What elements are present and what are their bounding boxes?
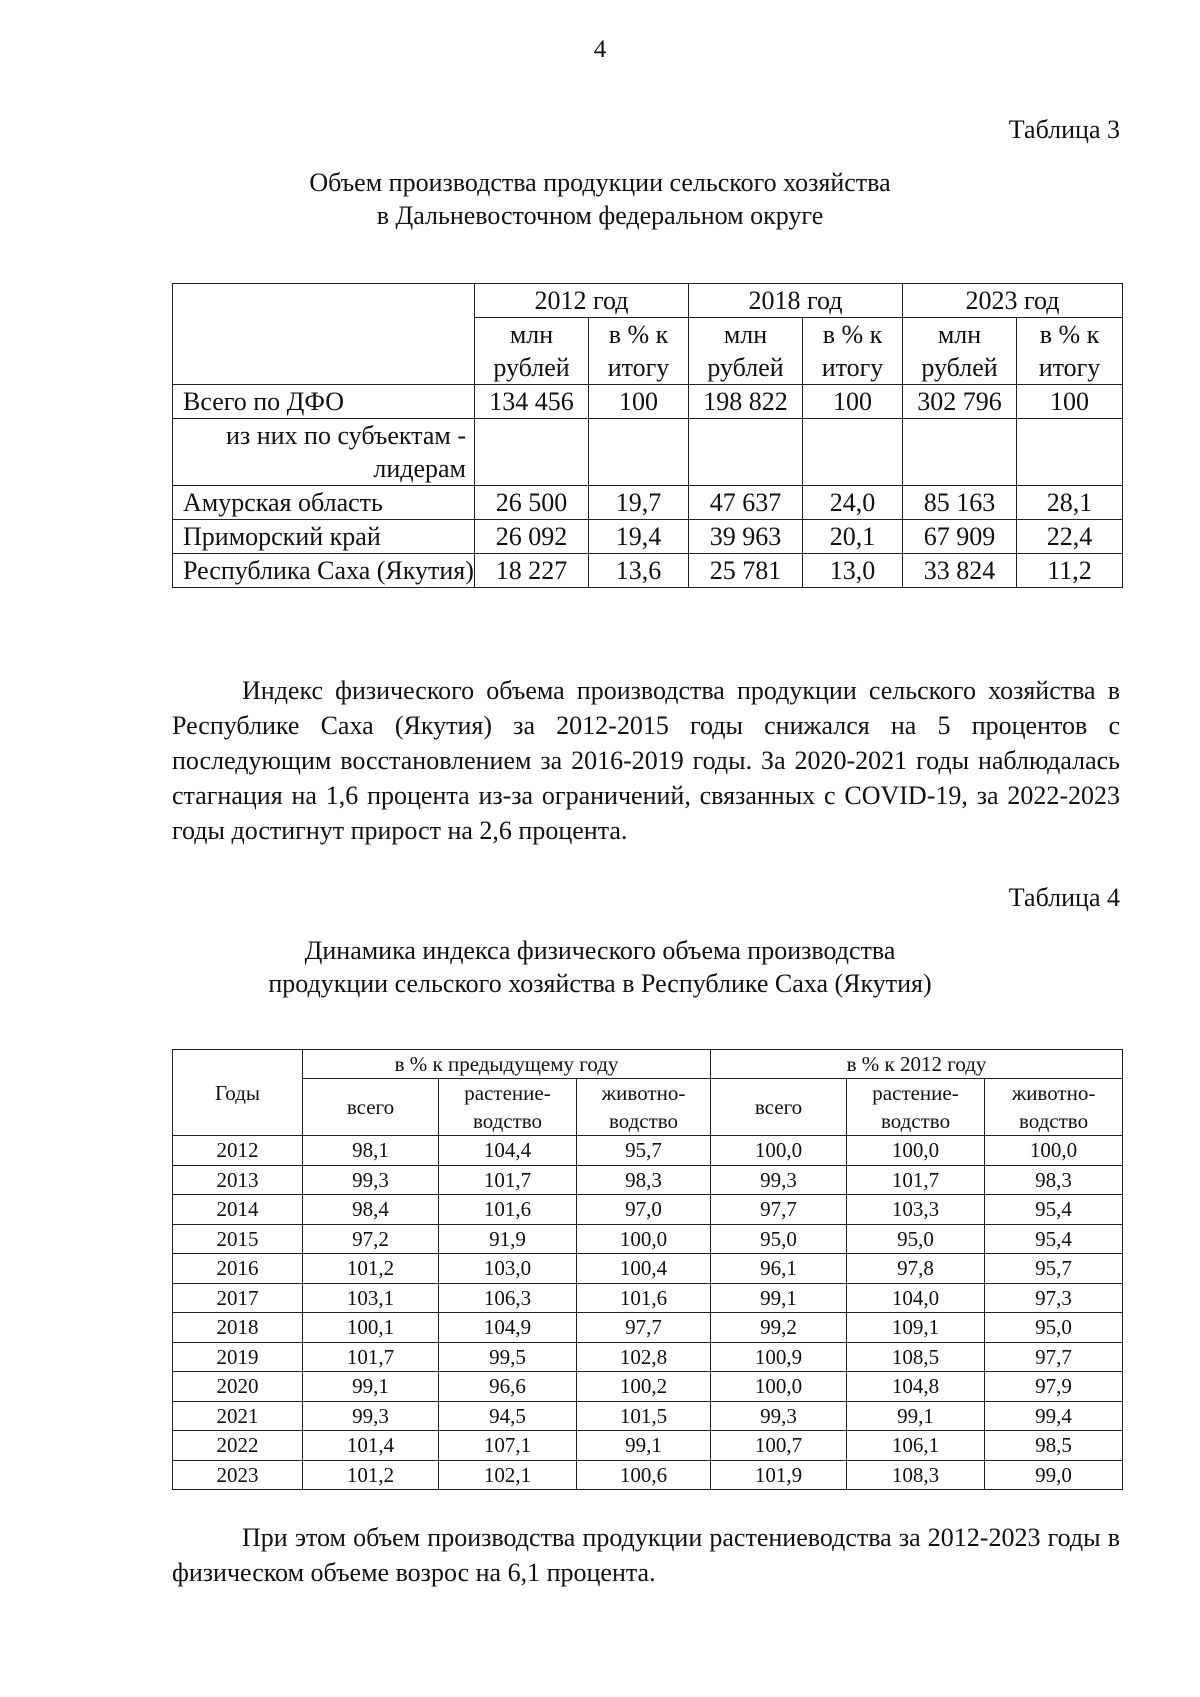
table4-cell: 99,4 (985, 1401, 1123, 1431)
paragraph-1 (172, 673, 1120, 848)
table4-row (173, 1195, 1123, 1225)
table4-cell: 108,5 (847, 1342, 985, 1372)
table3-cell: 11,2 (1017, 554, 1123, 588)
table4-cell: 97,7 (711, 1195, 847, 1225)
table3-row (173, 554, 1123, 588)
table3-row (173, 385, 1123, 419)
table3-row (173, 486, 1123, 520)
table4-cell: 97,9 (985, 1372, 1123, 1402)
table4-year-cell: 2021 (173, 1401, 303, 1431)
table3-cell: 25 781 (689, 554, 803, 588)
table4-cell: 97,8 (847, 1254, 985, 1284)
table4-cell: 97,7 (985, 1342, 1123, 1372)
table3-row-label: Приморский край (173, 520, 475, 554)
table4-cell: 99,1 (711, 1283, 847, 1313)
table3-cell: 198 822 (689, 385, 803, 419)
table4-cell: 108,3 (847, 1460, 985, 1490)
table4-cell: 96,6 (439, 1372, 577, 1402)
table3-cell: 26 092 (475, 520, 589, 554)
table4-row (173, 1372, 1123, 1402)
table3-cell: 47 637 (689, 486, 803, 520)
table3-cell (903, 419, 1017, 486)
table3-subheader-pct: в % к итогу (589, 318, 689, 385)
table4-cell: 106,3 (439, 1283, 577, 1313)
table4-row (173, 1401, 1123, 1431)
table3-row-label: Всего по ДФО (173, 385, 475, 419)
table4-year-cell: 2022 (173, 1431, 303, 1461)
table4-title-line-2: продукции сельского хозяйства в Республике Саха (Якутия) (268, 969, 932, 998)
table4-cell: 99,1 (303, 1372, 439, 1402)
table4-row (173, 1313, 1123, 1343)
table4-year-cell: 2015 (173, 1224, 303, 1254)
table4-row (173, 1431, 1123, 1461)
table3-cell (589, 419, 689, 486)
page-number: 4 (593, 36, 607, 63)
table4 (172, 1049, 1123, 1490)
table4-cell: 100,7 (711, 1431, 847, 1461)
table4-cell: 99,0 (985, 1460, 1123, 1490)
table4-year-cell: 2020 (173, 1372, 303, 1402)
table3-cell: 134 456 (475, 385, 589, 419)
table3-corner-cell (173, 284, 475, 385)
table4-row (173, 1283, 1123, 1313)
table4-row (173, 1254, 1123, 1284)
table4-cell: 95,4 (985, 1195, 1123, 1225)
table4-cell: 97,3 (985, 1283, 1123, 1313)
table3-subheader-mln: млн рублей (475, 318, 589, 385)
table4-sub-crop: растение-водство (439, 1079, 577, 1136)
table3-subheader-pct: в % к итогу (1017, 318, 1123, 385)
table4-cell: 100,9 (711, 1342, 847, 1372)
table4-row (173, 1165, 1123, 1195)
table3-caption: Таблица 3 (1008, 115, 1120, 144)
table4-cell: 100,2 (577, 1372, 711, 1402)
table3-title-line-2: в Дальневосточном федеральном округе (376, 201, 824, 230)
table3-cell (689, 419, 803, 486)
table4-cell: 102,8 (577, 1342, 711, 1372)
table4-row (173, 1224, 1123, 1254)
paragraph-2-text: При этом объем производства продукции растениеводства за 2012-2023 годы в физическом объеме возрос на 6,1 процента. (172, 1523, 1120, 1587)
table4-cell: 101,5 (577, 1401, 711, 1431)
table3 (172, 283, 1123, 588)
table4-cell: 101,7 (303, 1342, 439, 1372)
table4-cell: 99,5 (439, 1342, 577, 1372)
table3-cell: 13,6 (589, 554, 689, 588)
paragraph-2 (172, 1520, 1120, 1590)
table4-cell: 101,7 (847, 1165, 985, 1195)
table3-cell: 39 963 (689, 520, 803, 554)
table4-cell: 100,1 (303, 1313, 439, 1343)
table4-row (173, 1460, 1123, 1490)
table3-cell: 26 500 (475, 486, 589, 520)
table3-row (173, 520, 1123, 554)
table3-cell: 20,1 (803, 520, 903, 554)
table4-row (173, 1342, 1123, 1372)
table4-cell: 99,1 (577, 1431, 711, 1461)
table4-year-cell: 2012 (173, 1136, 303, 1166)
table4-cell: 101,4 (303, 1431, 439, 1461)
table3-cell (475, 419, 589, 486)
table4-cell: 104,8 (847, 1372, 985, 1402)
table4-cell: 94,5 (439, 1401, 577, 1431)
table3-row-label: Амурская область (173, 486, 475, 520)
table3-year-2012: 2012 год (475, 284, 689, 318)
table4-cell: 100,0 (711, 1136, 847, 1166)
table4-cell: 95,7 (577, 1136, 711, 1166)
table3-cell: 100 (1017, 385, 1123, 419)
table3-cell: 302 796 (903, 385, 1017, 419)
table3-cell: 13,0 (803, 554, 903, 588)
table4-cell: 100,0 (577, 1224, 711, 1254)
table4-cell: 95,7 (985, 1254, 1123, 1284)
table3-cell: 85 163 (903, 486, 1017, 520)
table4-cell: 96,1 (711, 1254, 847, 1284)
table4-cell: 98,3 (985, 1165, 1123, 1195)
table4-cell: 109,1 (847, 1313, 985, 1343)
table3-cell: 19,7 (589, 486, 689, 520)
table4-sub-animal: животно-водство (577, 1079, 711, 1136)
table4-cell: 103,1 (303, 1283, 439, 1313)
table3-cell: 19,4 (589, 520, 689, 554)
table4-cell: 101,6 (577, 1283, 711, 1313)
table4-year-cell: 2014 (173, 1195, 303, 1225)
table3-cell: 24,0 (803, 486, 903, 520)
table3-subheader-mln: млн рублей (689, 318, 803, 385)
table3-row-label: Республика Саха (Якутия) (173, 554, 475, 588)
table4-cell: 98,3 (577, 1165, 711, 1195)
table3-cell: 18 227 (475, 554, 589, 588)
table4-cell: 107,1 (439, 1431, 577, 1461)
table4-cell: 99,3 (303, 1165, 439, 1195)
table4-cell: 104,0 (847, 1283, 985, 1313)
table3-cell: 28,1 (1017, 486, 1123, 520)
table4-sub-animal: животно-водство (985, 1079, 1123, 1136)
table4-sub-total: всего (711, 1079, 847, 1136)
table3-title (0, 166, 1200, 232)
table4-cell: 101,7 (439, 1165, 577, 1195)
table4-cell: 103,3 (847, 1195, 985, 1225)
table4-sub-total: всего (303, 1079, 439, 1136)
table4-cell: 98,4 (303, 1195, 439, 1225)
table4-year-cell: 2018 (173, 1313, 303, 1343)
table4-row (173, 1136, 1123, 1166)
table4-sub-crop: растение-водство (847, 1079, 985, 1136)
table4-year-cell: 2019 (173, 1342, 303, 1372)
table4-cell: 100,0 (711, 1372, 847, 1402)
table4-cell: 101,9 (711, 1460, 847, 1490)
table4-cell: 95,0 (985, 1313, 1123, 1343)
table4-caption: Таблица 4 (1008, 883, 1120, 912)
table4-cell: 98,5 (985, 1431, 1123, 1461)
table4-group-prev-year: в % к предыдущему году (303, 1050, 711, 1079)
table3-cell: 100 (803, 385, 903, 419)
table4-cell: 99,2 (711, 1313, 847, 1343)
table4-cell: 101,2 (303, 1460, 439, 1490)
table3-cell: 22,4 (1017, 520, 1123, 554)
table3-cell: 67 909 (903, 520, 1017, 554)
table3-cell (803, 419, 903, 486)
table4-cell: 99,3 (711, 1165, 847, 1195)
table3-row (173, 419, 1123, 486)
table4-cell: 103,0 (439, 1254, 577, 1284)
table3-year-2023: 2023 год (903, 284, 1123, 318)
table4-cell: 97,7 (577, 1313, 711, 1343)
table4-cell: 95,0 (847, 1224, 985, 1254)
table4-cell: 104,9 (439, 1313, 577, 1343)
table4-group-2012: в % к 2012 году (711, 1050, 1123, 1079)
table4-cell: 100,6 (577, 1460, 711, 1490)
table4-cell: 100,4 (577, 1254, 711, 1284)
table4-title (0, 934, 1200, 1000)
table4-cell: 101,2 (303, 1254, 439, 1284)
table4-year-cell: 2016 (173, 1254, 303, 1284)
table4-header-years: Годы (173, 1050, 303, 1136)
table4-cell: 100,0 (985, 1136, 1123, 1166)
table3-cell: 33 824 (903, 554, 1017, 588)
table4-cell: 97,0 (577, 1195, 711, 1225)
table4-cell: 99,3 (711, 1401, 847, 1431)
table4-cell: 104,4 (439, 1136, 577, 1166)
table4-title-line-1: Динамика индекса физического объема производства (304, 936, 896, 965)
table4-cell: 97,2 (303, 1224, 439, 1254)
table3-subheader-mln: млн рублей (903, 318, 1017, 385)
table4-cell: 106,1 (847, 1431, 985, 1461)
table4-cell: 95,0 (711, 1224, 847, 1254)
table4-cell: 102,1 (439, 1460, 577, 1490)
table4-year-cell: 2017 (173, 1283, 303, 1313)
table4-cell: 91,9 (439, 1224, 577, 1254)
table3-year-2018: 2018 год (689, 284, 903, 318)
table3-subheader-pct: в % к итогу (803, 318, 903, 385)
table3-row-label: из них по субъектам - лидерам (173, 419, 475, 486)
table3-cell: 100 (589, 385, 689, 419)
table3-cell (1017, 419, 1123, 486)
table4-cell: 98,1 (303, 1136, 439, 1166)
table4-cell: 101,6 (439, 1195, 577, 1225)
table4-cell: 100,0 (847, 1136, 985, 1166)
table4-year-cell: 2023 (173, 1460, 303, 1490)
table4-cell: 95,4 (985, 1224, 1123, 1254)
paragraph-1-text: Индекс физического объема производства продукции сельского хозяйства в Республике Саха (Якутия) за 2012-2015 годы снижался на 5 процентов с последующим восстановлением за 2016-2019 годы. За 2020-2021 годы наблюдалась стагнация на 1,6 процента из-за ограничений, связанных с COVID-19, за 2022-2023 годы достигнут прирост на 2,6 процента. (172, 676, 1120, 845)
table4-cell: 99,3 (303, 1401, 439, 1431)
table4-year-cell: 2013 (173, 1165, 303, 1195)
table3-title-line-1: Объем производства продукции сельского хозяйства (309, 168, 891, 197)
table4-cell: 99,1 (847, 1401, 985, 1431)
